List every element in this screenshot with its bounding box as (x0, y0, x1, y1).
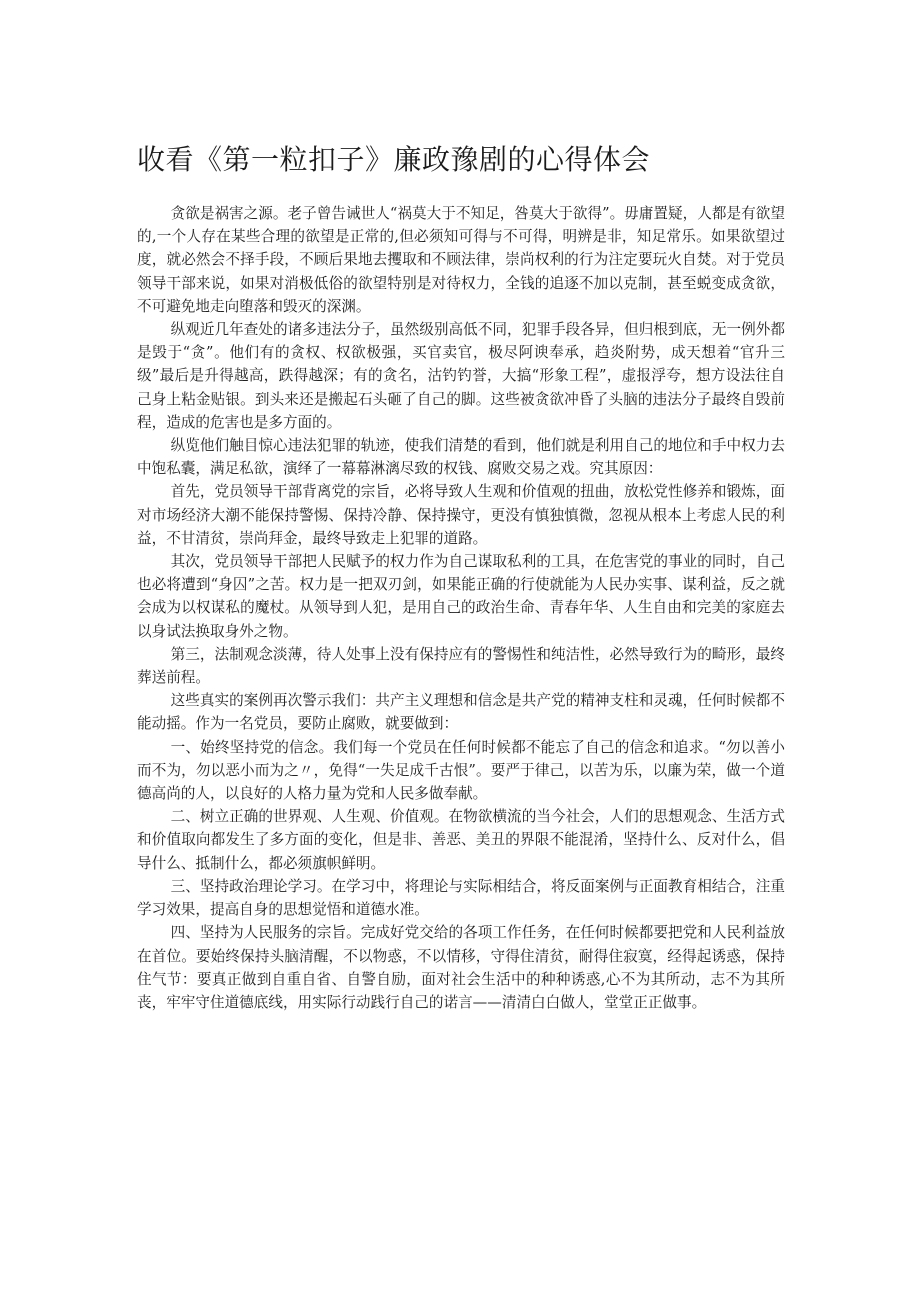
document-body (137, 202, 785, 1014)
paragraph: 首先，党员领导干部背离党的宗旨，必将导致人生观和价值观的扭曲，放松党性修养和锻炼，面对市场经济大潮不能保持警惕、保持冷静、保持操守，更没有慎独慎微，忽视从根本上考虑人民的利益，不甘清贫，崇尚拜金，最终导致走上犯罪的道路。 (137, 483, 785, 547)
paragraph: 纵观近几年查处的诸多违法分子，虽然级别高低不同，犯罪手段各异，但归根到底，无一例外都是毁于“贪”。他们有的贪权、权欲极强，买官卖官，极尽阿谀奉承，趋炎附势，成天想着“官升三级”最后是升得越高，跌得越深；有的贪名，沽钓钓誉，大搞“形象工程”，虚报浮夸，想方设法往自己身上粘金贴银。到头来还是搬起石头砸了自己的脚。这些被贪欲冲昏了头脑的违法分子最终自毁前程，造成的危害也是多方面的。 (137, 321, 785, 431)
paragraph: 纵览他们触目惊心违法犯罪的轨迹，使我们清楚的看到，他们就是利用自己的地位和手中权力去中饱私囊，满足私欲，演绎了一幕幕淋漓尽致的权钱、腐败交易之戏。究其原因： (137, 437, 785, 478)
paragraph: 第三，法制观念淡薄，待人处事上没有保持应有的警惕性和纯洁性，必然导致行为的畸形，最终葬送前程。 (137, 645, 785, 687)
paragraph: 三、坚持政治理论学习。在学习中，将理论与实际相结合，将反面案例与正面教育相结合，注重学习效果，提高自身的思想觉悟和道德水准。 (137, 877, 785, 919)
document-title: 收看《第一粒扣子》廉政豫剧的心得体会 (137, 143, 651, 176)
paragraph: 一、始终坚持党的信念。我们每一个党员在任何时候都不能忘了自己的信念和追求。“勿以善小而不为，勿以恶小而为之〃，免得“一失足成千古恨”。要严于律己，以苦为乐，以廉为荣，做一个道德高尚的人，以良好的人格力量为党和人民多做奉献。 (137, 738, 785, 803)
paragraph: 四、坚持为人民服务的宗旨。完成好党交给的各项工作任务，在任何时候都要把党和人民利益放在首位。要始终保持头脑清醒，不以物惑，不以情移，守得住清贫，耐得住寂寞，经得起诱惑，保持住气节：要真正做到自重自省、自警自励，面对社会生活中的种种诱惑,心不为其所动，志不为其所丧，牢牢守住道德底线，用实际行动践行自己的诺言——清清白白做人，堂堂正正做事。 (137, 924, 785, 1011)
paragraph: 贪欲是祸害之源。老子曾告诫世人“祸莫大于不知足，咎莫大于欲得”。毋庸置疑，人都是有欲望的,一个人存在某些合理的欲望是正常的,但必须知可得与不可得，明辨是非，知足常乐。如果欲望过度，就必然会不择手段，不顾后果地去攫取和不顾法律，崇尚权利的行为注定要玩火自焚。对于党员领导干部来说，如果对消极低俗的欲望特别是对待权力，全钱的追逐不加以克制，甚至蜕变成贪欲，不可避免地走向堕落和毁灭的深渊。 (137, 205, 785, 315)
paragraph: 这些真实的案例再次警示我们：共产主义理想和信念是共产党的精神支柱和灵魂，任何时候都不能动摇。作为一名党员，要防止腐败，就要做到： (137, 692, 785, 733)
paragraph: 其次，党员领导干部把人民赋予的权力作为自己谋取私利的工具，在危害党的事业的同时，自己也必将遭到“身囚”之苦。权力是一把双刃剑，如果能正确的行使就能为人民办实事、谋利益，反之就会成为以权谋私的魔杖。从领导到人犯，是用自己的政治生命、青春年华、人生自由和完美的家庭去以身试法换取身外之物。 (137, 553, 785, 640)
paragraph: 二、树立正确的世界观、人生观、价值观。在物欲横流的当今社会，人们的思想观念、生活方式和价值取向都发生了多方面的变化，但是非、善恶、美丑的界限不能混淆，坚持什么、反对什么，倡导什么、抵制什么，都必须旗帜鲜明。 (137, 808, 785, 872)
